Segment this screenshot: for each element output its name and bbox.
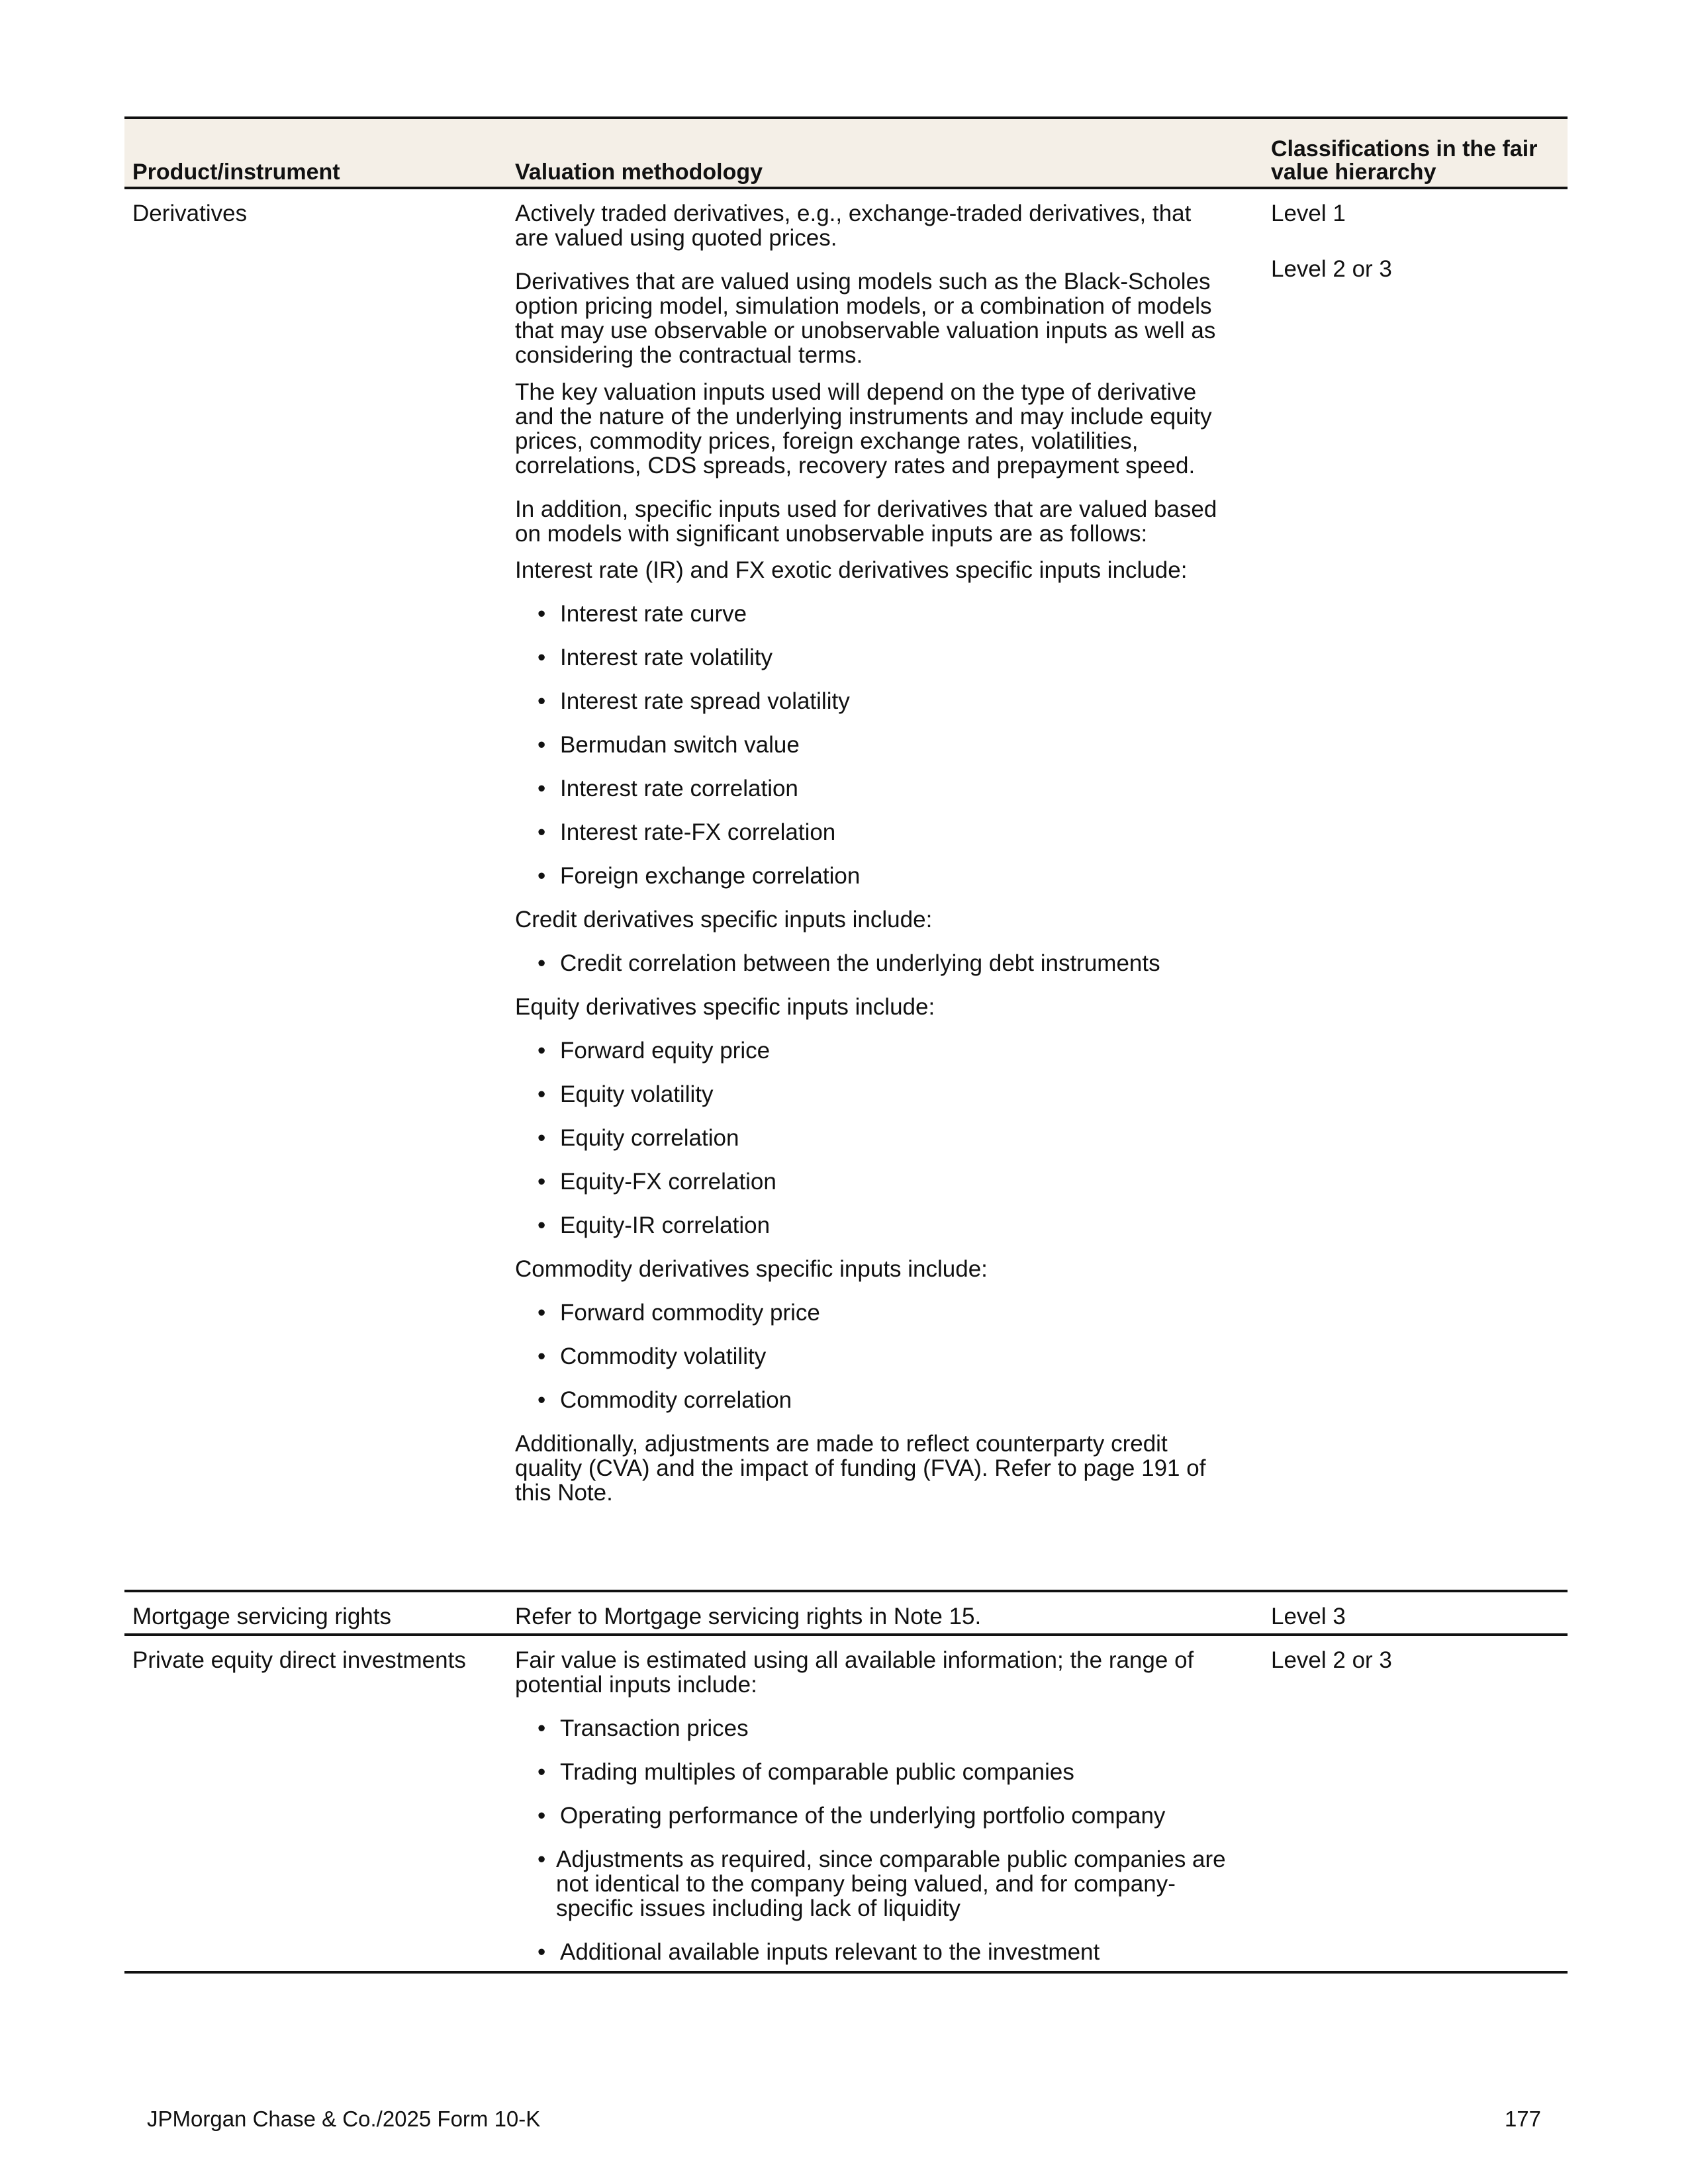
list-item: • Transaction prices [515,1716,1230,1741]
methodology-derivatives [515,189,1230,1505]
list-item-text: • Adjustments as required, since comparable public companies are not identical to the company being valued, and for company-specific issues including lack of liquidity [556,1846,1226,1921]
footer-company-form: JPMorgan Chase & Co./2025 Form 10-K [147,2107,541,2131]
list-item: • Forward equity price [515,1038,1230,1063]
derivatives-specific-inputs-text: In addition, specific inputs used for derivatives that are valued based on models with significant unobservable inputs are as follows: [515,496,1217,547]
list-item: • Forward commodity price [515,1300,1230,1325]
list-item: • Commodity correlation [515,1388,1230,1412]
product-msr: Mortgage servicing rights [132,1604,391,1629]
private-equity-inputs-list [515,1716,1230,1964]
table-row-msr [124,1592,1568,1636]
product-private-equity: Private equity direct investments [132,1647,466,1673]
header-product: Product/instrument [132,159,340,185]
list-item [515,1847,1230,1921]
list-item: • Interest rate correlation [515,776,1230,801]
level-msr: Level 3 [1271,1604,1346,1629]
msr-methodology-text: Refer to Mortgage servicing rights in Note 15. [515,1604,982,1629]
credit-inputs-intro: Credit derivatives specific inputs include: [515,907,933,933]
list-item: • Interest rate-FX correlation [515,820,1230,844]
page-number: 177 [1504,2107,1541,2131]
ir-fx-inputs-intro: Interest rate (IR) and FX exotic derivatives specific inputs include: [515,557,1188,583]
list-item: • Equity volatility [515,1082,1230,1107]
table-header [124,116,1568,189]
list-item: • Interest rate curve [515,602,1230,626]
list-item: • Equity-FX correlation [515,1169,1230,1194]
list-item: • Foreign exchange correlation [515,864,1230,888]
methodology-msr [515,1592,1230,1629]
list-item: • Commodity volatility [515,1344,1230,1369]
level-derivatives-quoted: Level 1 [1271,201,1346,226]
valuation-methodology-table [124,116,1568,1974]
credit-inputs-list [515,951,1230,976]
level-derivatives-models: Level 2 or 3 [1271,256,1392,282]
commodity-inputs-list [515,1300,1230,1412]
list-item: • Additional available inputs relevant to the investment [515,1940,1230,1964]
equity-inputs-intro: Equity derivatives specific inputs include: [515,994,935,1020]
list-item: • Interest rate spread volatility [515,689,1230,713]
list-item: • Operating performance of the underlying portfolio company [515,1803,1230,1828]
list-item: • Trading multiples of comparable public companies [515,1760,1230,1784]
derivatives-adjustments-text: Additionally, adjustments are made to reflect counterparty credit quality (CVA) and the impact of funding (FVA). Refer to page 191 of this Note. [515,1431,1206,1506]
level-private-equity: Level 2 or 3 [1271,1647,1392,1673]
ir-fx-inputs-list [515,602,1230,888]
list-item: • Bermudan switch value [515,733,1230,757]
derivatives-quoted-text: Actively traded derivatives, e.g., exchange-traded derivatives, that are valued using quoted prices. [515,201,1192,251]
commodity-inputs-intro: Commodity derivatives specific inputs include: [515,1256,988,1282]
derivatives-key-inputs-text: The key valuation inputs used will depend on the type of derivative and the nature of the underlying instruments and may include equity prices, commodity prices, foreign exchange rates, volatilities, correlations, CDS spreads, recovery rates and prepayment speed. [515,379,1212,478]
product-derivatives: Derivatives [132,201,248,226]
list-item: • Credit correlation between the underlying debt instruments [515,951,1230,976]
list-item: • Equity correlation [515,1126,1230,1150]
methodology-private-equity [515,1636,1230,1964]
table-row-derivatives [124,189,1568,1592]
table-row-private-equity [124,1636,1568,1974]
header-classification: Classifications in the fair value hierarchy [1271,136,1538,185]
derivatives-models-text: Derivatives that are valued using models such as the Black-Scholes option pricing model, simulation models, or a combination of models that may use observable or unobservable valuation inputs as well as considering the contractual terms. [515,269,1216,368]
list-item: • Interest rate volatility [515,645,1230,670]
equity-inputs-list [515,1038,1230,1238]
header-methodology: Valuation methodology [515,159,763,185]
private-equity-intro: Fair value is estimated using all available information; the range of potential inputs include: [515,1647,1194,1698]
list-item: • Equity-IR correlation [515,1213,1230,1238]
